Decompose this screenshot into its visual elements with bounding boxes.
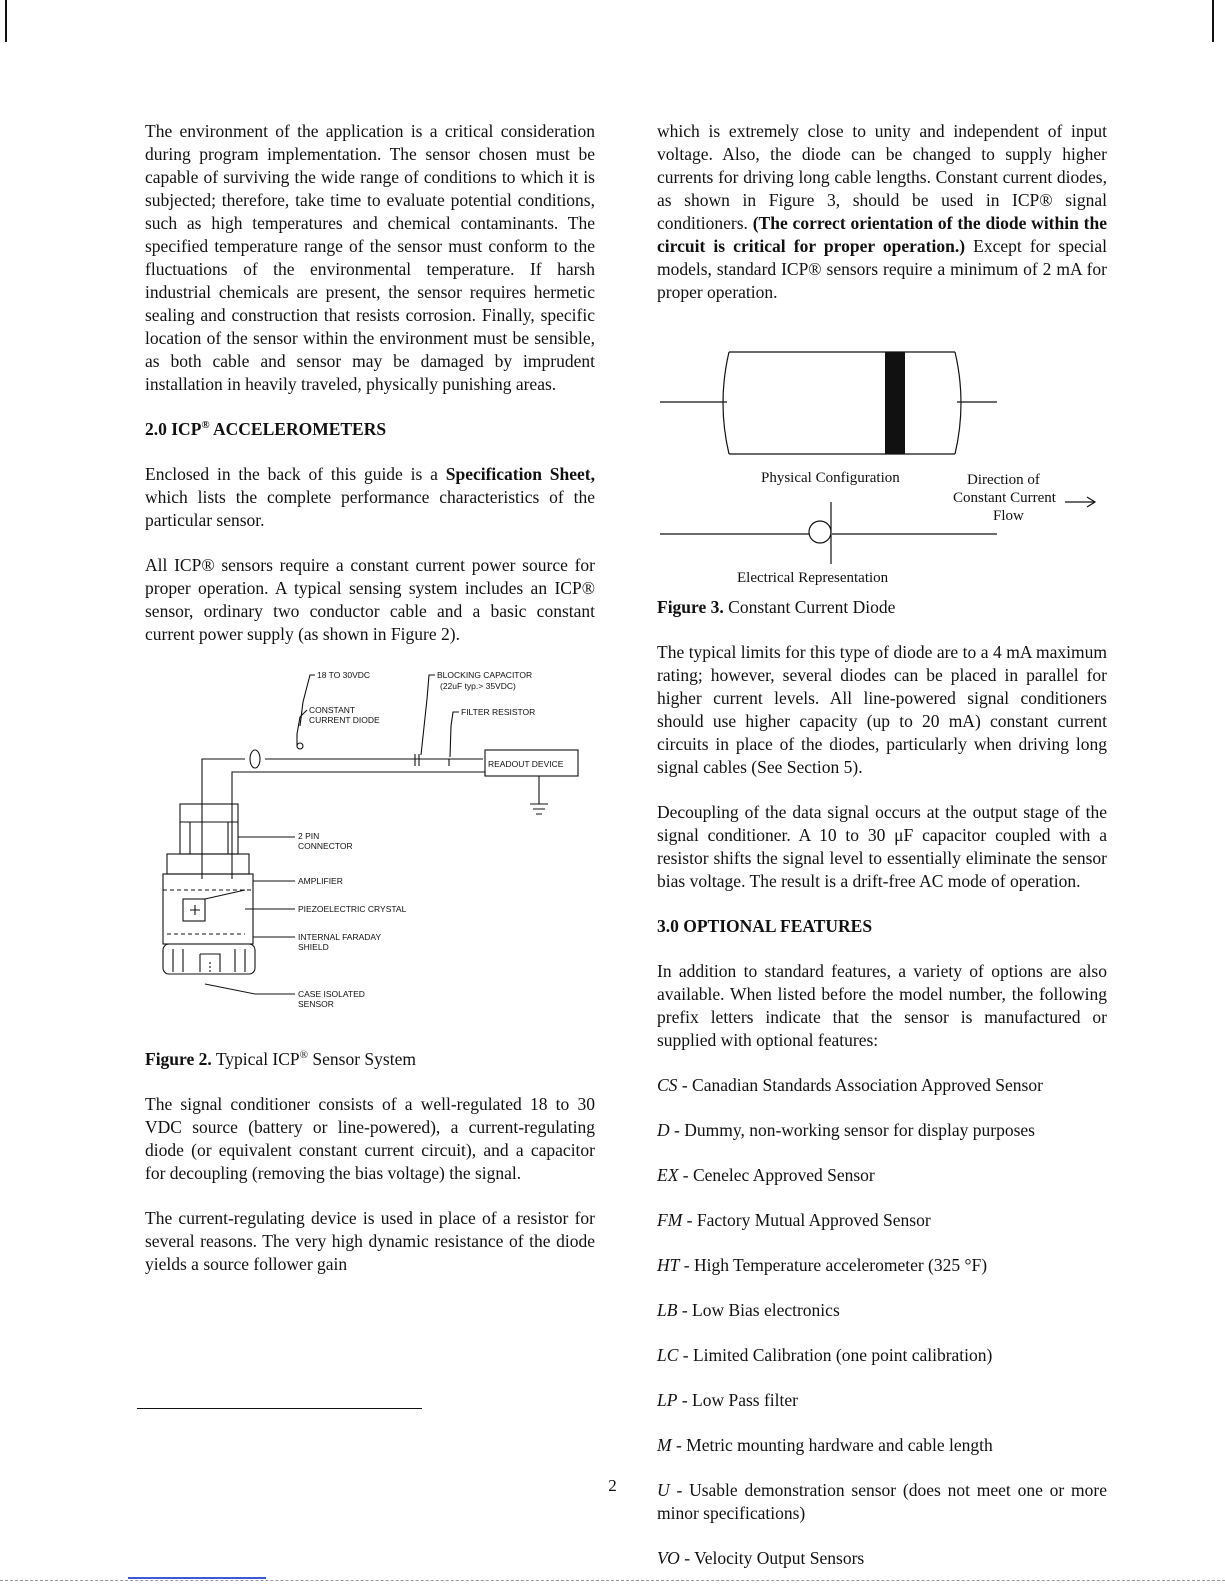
option-code: FM — [657, 1210, 683, 1230]
label-direction-of: Direction of — [967, 472, 1040, 488]
bold-text: (The correct orientation of the diode within the circuit is critical for proper operation.) — [657, 213, 1107, 256]
option-item — [657, 1254, 1107, 1277]
option-text: - Factory Mutual Approved Sensor — [682, 1210, 931, 1230]
figure-2-sensor-system-diagram — [145, 654, 595, 1044]
registered-mark: ® — [299, 1049, 309, 1062]
option-text: - Velocity Output Sensors — [679, 1548, 865, 1568]
heading-text: 2.0 ICP — [145, 419, 202, 439]
heading-text-rest: ACCELEROMETERS — [209, 419, 387, 439]
label-capacitor-spec: (22uF typ.> 35VDC) — [440, 681, 516, 691]
section-heading-optional-features: 3.0 OPTIONAL FEATURES — [657, 916, 873, 936]
paragraph-diode-gain — [657, 120, 1107, 304]
label-physical-configuration: Physical Configuration — [761, 470, 900, 486]
diode-band — [885, 352, 905, 454]
paragraph-typical-limits: The typical limits for this type of diode are to a 4 mA maximum rating; however, several diodes can be placed in parallel for higher current levels. All line-powered signal conditioners should use higher capacity (up to 20 mA) constant current circuits in place of the diodes, particularly when driving long signal cables (See Section 5). — [657, 642, 1107, 777]
text-run: which lists the complete performance characteristics of the particular sensor. — [145, 487, 595, 530]
option-text: - High Temperature accelerometer (325 °F) — [679, 1255, 988, 1275]
option-text: - Limited Calibration (one point calibration) — [678, 1345, 993, 1365]
option-item — [657, 1074, 1107, 1097]
label-supply-voltage: 18 TO 30VDC — [317, 670, 371, 680]
label-current-diode: CURRENT DIODE — [309, 715, 380, 725]
footnote-rule — [137, 1408, 422, 1409]
option-code: D — [657, 1120, 670, 1140]
option-text: - Dummy, non-working sensor for display purposes — [669, 1120, 1035, 1140]
caption-text: Typical ICP — [211, 1049, 300, 1069]
option-code: CS — [657, 1075, 678, 1095]
option-text: - Metric mounting hardware and cable length — [671, 1435, 993, 1455]
section-heading-icp-accelerometers — [145, 418, 595, 441]
paragraph-constant-current: All ICP® sensors require a constant current power source for proper operation. A typical sensing system includes an ICP® sensor, ordinary two conductor cable and a basic constant current power supply (as shown in Figure 2). — [145, 555, 595, 644]
option-code: LC — [657, 1345, 679, 1365]
option-code: LB — [657, 1300, 678, 1320]
figure-2-caption — [145, 1048, 595, 1071]
paragraph-environment: The environment of the application is a critical consideration during program implementation. The sensor chosen must be capable of surviving the wide range of conditions to which it is subjected; therefore, take time to evaluate potential conditions, such as high temperatures and chemical contaminants. The specified temperature range of the sensor must conform to the fluctuations of the environmental temperature. If harsh industrial chemicals are present, the sensor requires hermetic sealing and construction that resists corrosion. Finally, specific location of the sensor within the environment must be sensible, as both cable and sensor may be damaged by imprudent installation in heavily traveled, physically punishing areas. — [145, 121, 595, 394]
option-text: - Usable demonstration sensor (does not meet one or more minor specifications) — [657, 1480, 1107, 1523]
text-run: Enclosed in the back of this guide is a — [145, 464, 446, 484]
option-code: M — [657, 1435, 672, 1455]
bold-text: Specification Sheet, — [445, 464, 595, 484]
option-code: EX — [657, 1165, 679, 1185]
option-code: VO — [657, 1548, 680, 1568]
option-item — [657, 1434, 1107, 1457]
scan-bottom-edge — [0, 1580, 1225, 1581]
label-filter-resistor: FILTER RESISTOR — [461, 707, 536, 717]
option-item — [657, 1389, 1107, 1412]
label-shield: SHIELD — [298, 942, 329, 952]
left-column — [145, 120, 595, 1298]
option-item — [657, 1164, 1107, 1187]
text-run: Except for special models, standard ICP® sensors require a minimum of 2 mA for proper operation. — [657, 236, 1107, 302]
label-case-isolated: CASE ISOLATED — [298, 989, 365, 999]
option-code: LP — [657, 1390, 678, 1410]
label-2-pin: 2 PIN — [298, 831, 320, 841]
right-column — [657, 120, 1107, 1592]
scan-edge-right — [1212, 0, 1214, 42]
paragraph-current-regulating: The current-regulating device is used in place of a resistor for several reasons. The very high dynamic resistance of the diode yields a source follower gain — [145, 1208, 595, 1274]
label-electrical-representation: Electrical Representation — [737, 570, 889, 586]
paragraph-options-intro: In addition to standard features, a variety of options are also available. When listed before the model number, the following prefix letters indicate that the sensor is manufactured or supplied with optional features: — [657, 961, 1107, 1050]
page-number: 2 — [608, 1476, 617, 1495]
option-item — [657, 1344, 1107, 1367]
option-item — [657, 1209, 1107, 1232]
caption-label: Figure 3. — [657, 597, 724, 617]
label-readout-device: READOUT DEVICE — [488, 759, 564, 769]
label-sensor: SENSOR — [298, 999, 334, 1009]
option-text: - Canadian Standards Association Approved Sensor — [677, 1075, 1043, 1095]
option-item — [657, 1299, 1107, 1322]
option-item — [657, 1547, 1107, 1570]
label-amplifier: AMPLIFIER — [298, 876, 343, 886]
caption-text: Constant Current Diode — [723, 597, 896, 617]
caption-label: Figure 2. — [145, 1049, 212, 1069]
paragraph-spec-sheet — [145, 463, 595, 532]
paragraph-signal-conditioner: The signal conditioner consists of a well-regulated 18 to 30 VDC source (battery or line-powered), a current-regulating diode (or equivalent constant current circuit), and a capacitor for decoupling (removing the bias voltage) the signal. — [145, 1094, 595, 1183]
text-run: which is extremely close to unity and independent of input voltage. Also, the diode can be changed to supply higher currents for driving long cable lengths. Constant current diodes, as shown in Figure 3, should be used in ICP® signal conditioners. — [657, 121, 1107, 233]
paragraph-decoupling: Decoupling of the data signal occurs at the output stage of the signal conditioner. A 10 to 30 μF capacitor coupled with a resistor shifts the signal level to essentially eliminate the sensor bias voltage. The result is a drift-free AC mode of operation. — [657, 802, 1107, 891]
option-text: - Cenelec Approved Sensor — [678, 1165, 875, 1185]
label-constant: CONSTANT — [309, 705, 356, 715]
label-connector: CONNECTOR — [298, 841, 353, 851]
label-internal-faraday: INTERNAL FARADAY — [298, 932, 382, 942]
option-item — [657, 1119, 1107, 1142]
option-text: - Low Pass filter — [677, 1390, 798, 1410]
scan-bottom-mark — [128, 1577, 266, 1579]
label-constant-current: Constant Current — [953, 490, 1056, 506]
option-code: HT — [657, 1255, 680, 1275]
caption-text-end: Sensor System — [308, 1049, 416, 1069]
label-flow: Flow — [993, 508, 1024, 524]
scan-edge-left — [5, 0, 7, 42]
figure-3-constant-current-diode — [657, 312, 1107, 586]
option-code: U — [657, 1480, 670, 1500]
figure-3-caption — [657, 596, 1107, 619]
label-blocking-capacitor: BLOCKING CAPACITOR — [437, 670, 533, 680]
registered-mark: ® — [201, 419, 210, 432]
option-text: - Low Bias electronics — [677, 1300, 840, 1320]
label-piezoelectric-crystal: PIEZOELECTRIC CRYSTAL — [298, 904, 407, 914]
